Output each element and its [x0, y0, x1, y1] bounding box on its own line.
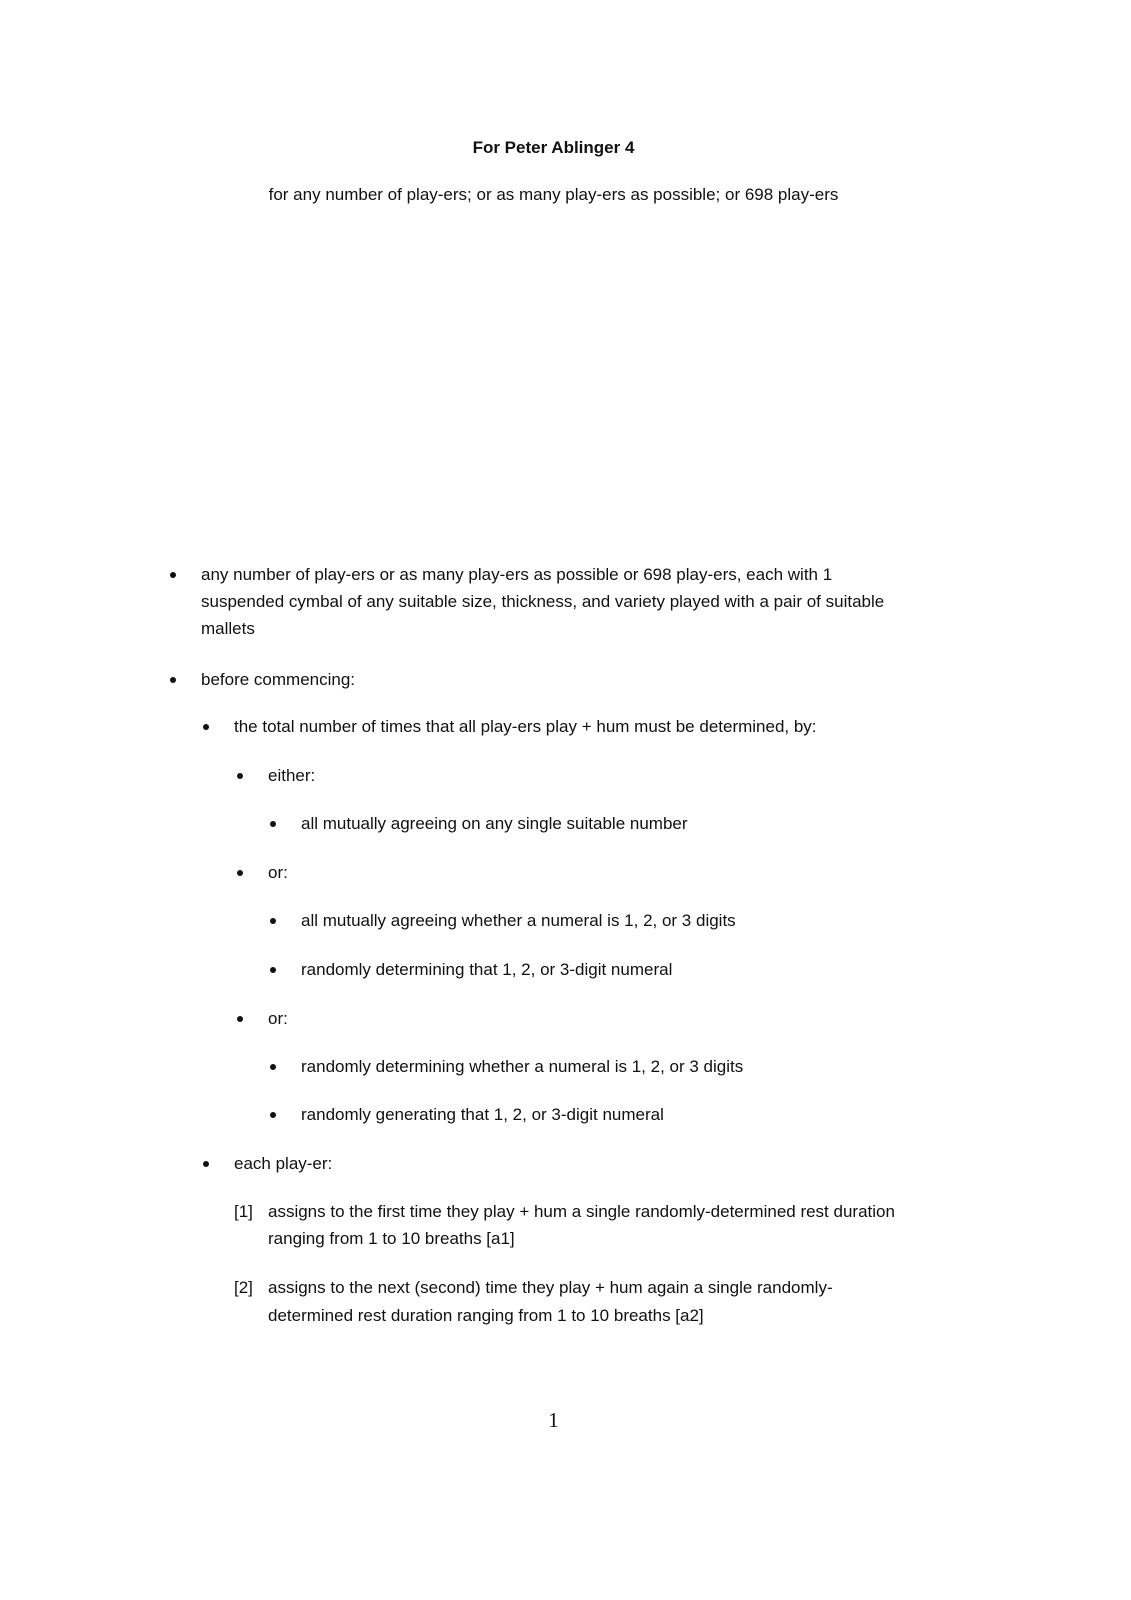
bullet-icon	[203, 724, 209, 730]
list-item: randomly determining that 1, 2, or 3-digit numeral	[301, 960, 673, 979]
numbered-item-line: ranging from 1 to 10 breaths [a1]	[268, 1229, 515, 1248]
list-item: before commencing:	[201, 670, 356, 689]
bullet-icon	[270, 918, 276, 924]
bullet-icon	[237, 773, 243, 779]
list-item: randomly determining whether a numeral is 1, 2, or 3 digits	[301, 1057, 744, 1076]
list-item: all mutually agreeing whether a numeral is 1, 2, or 3 digits	[301, 911, 736, 930]
bullet-icon	[270, 967, 276, 973]
list-item: either:	[268, 766, 316, 785]
page-subtitle: for any number of play-ers; or as many play-ers as possible; or 698 play-ers	[268, 185, 839, 204]
page-title: For Peter Ablinger 4	[472, 138, 635, 157]
numbered-item-line: determined rest duration ranging from 1 to 10 breaths [a2]	[268, 1306, 704, 1325]
bullet-icon	[270, 821, 276, 827]
numbered-item-line: assigns to the next (second) time they play + hum again a single randomly-	[268, 1278, 833, 1297]
list-item: or:	[268, 863, 288, 882]
numbered-label: [2]	[234, 1278, 253, 1297]
list-item-line: any number of play-ers or as many play-ers as possible or 698 play-ers, each with 1	[201, 565, 833, 584]
page-number: 1	[548, 1408, 559, 1432]
bullet-icon	[203, 1161, 209, 1167]
numbered-label: [1]	[234, 1202, 253, 1221]
list-item: or:	[268, 1009, 288, 1028]
bullet-icon	[270, 1112, 276, 1118]
list-item: randomly generating that 1, 2, or 3-digit numeral	[301, 1105, 664, 1124]
numbered-item-line: assigns to the first time they play + hum a single randomly-determined rest duration	[268, 1202, 895, 1221]
list-item-line: suspended cymbal of any suitable size, thickness, and variety played with a pair of suitable	[201, 592, 885, 611]
bullet-icon	[270, 1064, 276, 1070]
bullet-icon	[170, 677, 176, 683]
list-item-line: mallets	[201, 619, 255, 638]
bullet-icon	[237, 1016, 243, 1022]
list-item: all mutually agreeing on any single suitable number	[301, 814, 688, 833]
bullet-icon	[170, 572, 176, 578]
bullet-icon	[237, 870, 243, 876]
list-item: each play-er:	[234, 1154, 333, 1173]
list-item: the total number of times that all play-ers play + hum must be determined, by:	[234, 717, 817, 736]
